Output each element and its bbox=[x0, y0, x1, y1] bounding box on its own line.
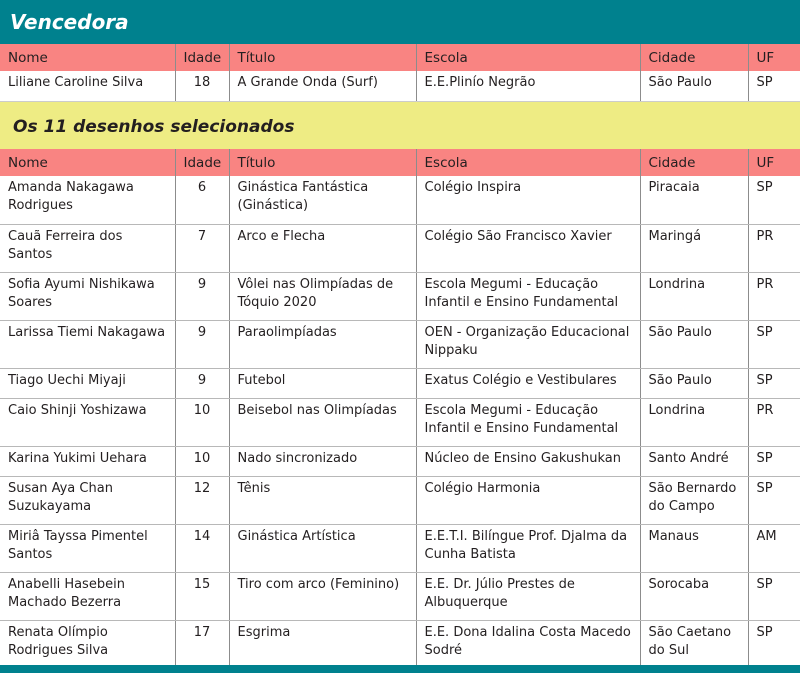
table-row bbox=[0, 224, 800, 272]
cell-escola: Núcleo de Ensino Gakushukan bbox=[416, 446, 640, 476]
cell-titulo: Nado sincronizado bbox=[229, 446, 416, 476]
cell-cidade: Manaus bbox=[640, 524, 748, 572]
cell-escola: Colégio São Francisco Xavier bbox=[416, 224, 640, 272]
cell-escola: Colégio Inspira bbox=[416, 176, 640, 224]
cell-cidade: São Paulo bbox=[640, 71, 748, 101]
cell-nome: Caio Shinji Yoshizawa bbox=[0, 398, 175, 446]
table-row bbox=[0, 398, 800, 446]
cell-cidade: Londrina bbox=[640, 272, 748, 320]
cell-titulo: Ginástica Artística bbox=[229, 524, 416, 572]
cell-escola: E.E.Plinío Negrão bbox=[416, 71, 640, 101]
table-row bbox=[0, 176, 800, 224]
cell-titulo: A Grande Onda (Surf) bbox=[229, 71, 416, 101]
cell-uf: SP bbox=[748, 476, 800, 524]
cell-idade: 6 bbox=[175, 176, 229, 224]
table-row bbox=[0, 320, 800, 368]
column-header-uf: UF bbox=[748, 149, 800, 176]
cell-cidade: Maringá bbox=[640, 224, 748, 272]
cell-titulo: Tênis bbox=[229, 476, 416, 524]
cell-cidade: São Paulo bbox=[640, 368, 748, 398]
cell-uf: SP bbox=[748, 176, 800, 224]
cell-nome: Sofia Ayumi Nishikawa Soares bbox=[0, 272, 175, 320]
cell-idade: 10 bbox=[175, 398, 229, 446]
column-header-idade: Idade bbox=[175, 149, 229, 176]
table-row bbox=[0, 368, 800, 398]
cell-nome: Susan Aya Chan Suzukayama bbox=[0, 476, 175, 524]
cell-cidade: São Caetano do Sul bbox=[640, 620, 748, 668]
cell-idade: 12 bbox=[175, 476, 229, 524]
cell-idade: 10 bbox=[175, 446, 229, 476]
column-header-titulo: Título bbox=[229, 44, 416, 71]
cell-idade: 18 bbox=[175, 71, 229, 101]
cell-titulo: Beisebol nas Olimpíadas bbox=[229, 398, 416, 446]
cell-titulo: Arco e Flecha bbox=[229, 224, 416, 272]
cell-cidade: São Paulo bbox=[640, 320, 748, 368]
cell-uf: SP bbox=[748, 71, 800, 101]
cell-uf: PR bbox=[748, 398, 800, 446]
cell-titulo: Futebol bbox=[229, 368, 416, 398]
column-header-cidade: Cidade bbox=[640, 44, 748, 71]
cell-escola: Exatus Colégio e Vestibulares bbox=[416, 368, 640, 398]
cell-uf: SP bbox=[748, 368, 800, 398]
cell-nome: Amanda Nakagawa Rodrigues bbox=[0, 176, 175, 224]
cell-uf: SP bbox=[748, 320, 800, 368]
selected-table bbox=[0, 149, 800, 668]
cell-titulo: Paraolimpíadas bbox=[229, 320, 416, 368]
selected-heading: Os 11 desenhos selecionados bbox=[0, 101, 800, 149]
cell-nome: Anabelli Hasebein Machado Bezerra bbox=[0, 572, 175, 620]
cell-titulo: Esgrima bbox=[229, 620, 416, 668]
cell-titulo: Tiro com arco (Feminino) bbox=[229, 572, 416, 620]
table-row bbox=[0, 572, 800, 620]
cell-uf: SP bbox=[748, 446, 800, 476]
table-row bbox=[0, 620, 800, 668]
column-header-escola: Escola bbox=[416, 149, 640, 176]
winner-table bbox=[0, 44, 800, 101]
cell-cidade: Londrina bbox=[640, 398, 748, 446]
selected-header-row bbox=[0, 149, 800, 176]
cell-nome: Liliane Caroline Silva bbox=[8, 75, 144, 90]
cell-escola: E.E. Dona Idalina Costa Macedo Sodré bbox=[416, 620, 640, 668]
column-header-titulo: Título bbox=[229, 149, 416, 176]
column-header-escola: Escola bbox=[416, 44, 640, 71]
winner-header-row bbox=[0, 44, 800, 71]
cell-cidade: São Bernardo do Campo bbox=[640, 476, 748, 524]
table-row bbox=[0, 476, 800, 524]
column-header-uf: UF bbox=[748, 44, 800, 71]
cell-nome: Karina Yukimi Uehara bbox=[0, 446, 175, 476]
table-row bbox=[0, 524, 800, 572]
cell-uf: PR bbox=[748, 272, 800, 320]
cell-idade: 14 bbox=[175, 524, 229, 572]
cell-escola: E.E.T.I. Bilíngue Prof. Djalma da Cunha Batista bbox=[416, 524, 640, 572]
cell-escola: OEN - Organização Educacional Nippaku bbox=[416, 320, 640, 368]
table-row bbox=[0, 272, 800, 320]
cell-escola: E.E. Dr. Júlio Prestes de Albuquerque bbox=[416, 572, 640, 620]
winner-heading: Vencedora bbox=[0, 0, 800, 44]
cell-nome: Tiago Uechi Miyaji bbox=[0, 368, 175, 398]
column-header-nome: Nome bbox=[0, 149, 175, 176]
cell-idade: 9 bbox=[175, 320, 229, 368]
cell-escola: Escola Megumi - Educação Infantil e Ensino Fundamental bbox=[416, 272, 640, 320]
column-header-nome: Nome bbox=[0, 44, 175, 71]
cell-nome: Larissa Tiemi Nakagawa bbox=[0, 320, 175, 368]
cell-escola: Colégio Harmonia bbox=[416, 476, 640, 524]
cell-uf: SP bbox=[748, 572, 800, 620]
cell-titulo: Vôlei nas Olimpíadas de Tóquio 2020 bbox=[229, 272, 416, 320]
cell-idade: 7 bbox=[175, 224, 229, 272]
cell-nome: Cauã Ferreira dos Santos bbox=[0, 224, 175, 272]
cell-nome: Miriâ Tayssa Pimentel Santos bbox=[0, 524, 175, 572]
cell-cidade: Piracaia bbox=[640, 176, 748, 224]
cell-escola: Escola Megumi - Educação Infantil e Ensino Fundamental bbox=[416, 398, 640, 446]
table-row bbox=[0, 71, 800, 101]
cell-titulo: Ginástica Fantástica (Ginástica) bbox=[229, 176, 416, 224]
cell-idade: 9 bbox=[175, 272, 229, 320]
cell-uf: PR bbox=[748, 224, 800, 272]
cell-uf: AM bbox=[748, 524, 800, 572]
cell-nome: Renata Olímpio Rodrigues Silva bbox=[8, 624, 109, 658]
cell-uf: SP bbox=[748, 620, 800, 668]
cell-idade: 15 bbox=[175, 572, 229, 620]
column-header-idade: Idade bbox=[175, 44, 229, 71]
cell-idade: 9 bbox=[175, 368, 229, 398]
cell-cidade: Sorocaba bbox=[640, 572, 748, 620]
bottom-bar bbox=[0, 665, 800, 673]
cell-cidade: Santo André bbox=[640, 446, 748, 476]
column-header-cidade: Cidade bbox=[640, 149, 748, 176]
cell-idade: 17 bbox=[175, 620, 229, 668]
table-row bbox=[0, 446, 800, 476]
